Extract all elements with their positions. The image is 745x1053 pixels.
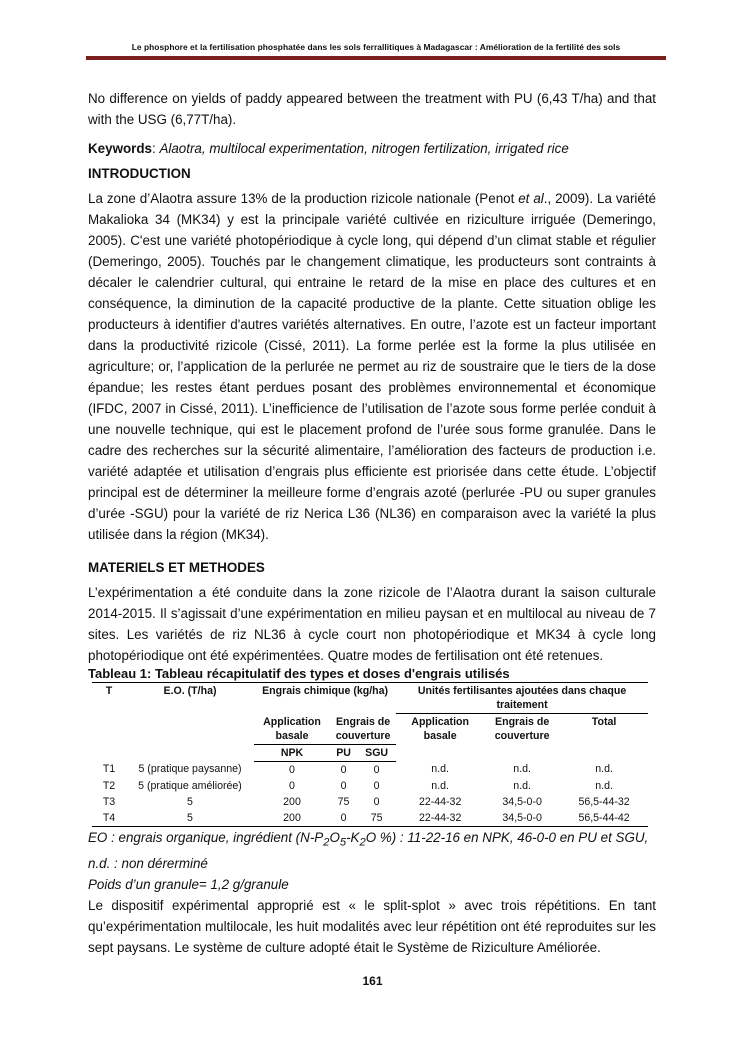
keywords-label: Keywords [88, 141, 152, 156]
cell-units-couverture: 34,5-0-0 [484, 810, 560, 827]
keywords-text: Alaotra, multilocal experimentation, nitrogen fertilization, irrigated rice [159, 141, 569, 156]
cell-pu: 0 [340, 779, 347, 792]
th-pu: PU [330, 744, 357, 761]
cell-total: n.d. [595, 779, 613, 792]
running-header: Le phosphore et la fertilisation phosphatée dans les sols ferrallitiques à Madagascar : Amélioration de la fertilité des sols [131, 42, 621, 52]
cell-units-basale: n.d. [431, 779, 449, 792]
cell-sgu: 0 [373, 795, 380, 808]
cell-npk: 0 [289, 763, 295, 776]
final-paragraph: Le dispositif expérimental approprié est « le split-splot » avec trois répétitions. En tant qu’expérimentation multilocale, les huit modalités avec leur répétition ont été reproduites sur les sept paysans. Le système de culture adopté était le Système de Riziculture Améliorée. [88, 898, 656, 956]
cell-units-couverture: 34,5-0-0 [502, 795, 542, 808]
cell-t: T2 [102, 779, 116, 792]
cell-units-couverture: n.d. [513, 763, 531, 775]
table-row [92, 778, 648, 794]
table-row [92, 761, 648, 778]
th-npk: NPK [254, 744, 330, 761]
granule-note: Poids d’un granule= 1,2 g/granule [88, 877, 289, 893]
introduction-paragraph [88, 188, 656, 545]
eo-sub-2: 5 [339, 836, 347, 849]
header-rule [86, 56, 666, 60]
cell-units-basale: 22-44-32 [396, 810, 484, 827]
th-couverture: Engrais de couverture [335, 715, 391, 742]
cell-sgu: 0 [373, 763, 380, 776]
intro-etal: et al [518, 191, 544, 206]
methods-paragraph: L’expérimentation a été conduite dans la zone rizicole de l’Alaotra durant la saison culturale 2014-2015. Il s’agissait d’une expérimentation en milieu paysan et en multilocal au niveau de 7 sites. Les variétés de riz NL36 à cycle court non photopériodique et MK34 à cycle long photopériodique ont été expérimentées. Quatre modes de fertilisation ont été retenues. [88, 585, 656, 663]
cell-units-couverture: n.d. [513, 779, 531, 792]
intro-text-a: La zone d’Alaotra assure 13% de la production rizicole nationale (Penot [88, 191, 519, 206]
eo-sub-3: 2 [359, 836, 366, 849]
abstract-tail: No difference on yields of paddy appeared between the treatment with PU (6,43 T/ha) and that with the USG (6,77T/ha). [88, 91, 656, 127]
cell-eo: 5 [126, 810, 254, 827]
main-content [88, 88, 656, 958]
cell-units-basale: n.d. [431, 763, 449, 775]
table-row [92, 794, 648, 810]
cell-t: T1 [102, 763, 116, 775]
page-number: 161 [362, 974, 383, 988]
cell-npk: 200 [254, 810, 330, 827]
eo-sub-1: 2 [323, 836, 330, 849]
cell-eo: 5 (pratique paysanne) [138, 763, 242, 775]
th-total: Total [591, 716, 617, 728]
eo-note-d: O %) : 11-22-16 en NPK, 46-0-0 en PU et SGU, [365, 829, 649, 845]
intro-text-b: ., 2009). La variété Makalioka 34 (MK34) y est la principale variété cultivée en riziculture irriguée (Demeringo, 2005). C'est une variété photopériodique à cycle long, qui dépend d’un climat stable et régulier (Demeringo, 2005). Touchés par le changement climatique, les producteurs sont contraints à décaler le calendrier cultural, qui entraine le retard de la mise en place des cultures et en conséquence, la diminution de la capacité productive de la plante. Cette situation oblige les producteurs à identifier d'autres variétés alternatives. En outre, l’azote est un facteur important dans la productivité rizicole (Cissé, 2011). La forme perlée est la forme la plus utilisée en agriculture; or, l’application de la perlurée ne permet au riz de soustraire que le tiers de la dose épandue; les restes étant perdues posant des problèmes environnemental et économique (IFDC, 2007 in Cissé, 2011). L’inefficience de l’utilisation de l’azote sous forme perlée conduit à une nouvelle technique, qui est le placement profond de l’urée sous forme granulée. Dans le cadre des recherches sur la sécurité alimentaire, l’amélioration des facteurs de production i.e. variété adaptée et utilisation d’engrais plus efficiente est priorisée dans cette étude. L’objectif principal est de déterminer la meilleure forme d’engrais azoté (perlurée -PU ou super granules d’urée -SGU) pour la variété de riz Nerica L36 (NL36) en comparaison avec la variété la plus utilisée dans la région (MK34). [88, 191, 657, 542]
cell-total: 56,5-44-42 [560, 810, 648, 827]
methods-heading: MATERIELS ET METHODES [88, 560, 265, 575]
table-title: Tableau 1: Tableau récapitulatif des types et doses d'engrais utilisés [88, 666, 510, 681]
th-app-basale: Application basale [263, 715, 321, 742]
cell-total: 56,5-44-32 [578, 795, 630, 808]
cell-pu: 0 [340, 763, 347, 776]
nd-note: n.d. : non dérerminé [88, 856, 208, 872]
cell-t: T4 [92, 810, 126, 827]
eo-note-a: EO : engrais organique, ingrédient (N-P [88, 829, 324, 845]
cell-units-basale: 22-44-32 [418, 795, 462, 808]
th-couverture-2: Engrais de couverture [494, 716, 550, 742]
cell-eo: 5 [187, 795, 193, 808]
cell-pu: 0 [330, 810, 357, 827]
fertilizer-table [92, 682, 648, 827]
th-sgu: SGU [357, 744, 396, 761]
table-row [92, 810, 648, 827]
eo-note-b: O [329, 829, 340, 845]
eo-note [88, 827, 656, 854]
th-eo: E.O. (T/ha) [163, 685, 217, 697]
th-t: T [105, 685, 113, 697]
cell-sgu: 75 [357, 810, 396, 827]
cell-t: T3 [102, 795, 116, 808]
cell-npk: 200 [283, 795, 301, 808]
eo-note-c: -K [346, 829, 360, 845]
cell-eo: 5 (pratique améliorée) [138, 779, 242, 792]
cell-sgu: 0 [373, 779, 380, 792]
introduction-heading: INTRODUCTION [88, 166, 191, 181]
cell-pu: 75 [337, 795, 350, 808]
th-units: Unités fertilisantes ajoutées dans chaque traitement [396, 683, 648, 714]
cell-npk: 0 [289, 779, 295, 792]
cell-total: n.d. [595, 763, 613, 775]
keywords-line: Keywords: Alaotra, multilocal experimentation, nitrogen fertilization, irrigated rice [88, 141, 569, 156]
th-chem: Engrais chimique (kg/ha) [262, 685, 389, 697]
th-app-basale-2: Application basale [411, 716, 469, 742]
